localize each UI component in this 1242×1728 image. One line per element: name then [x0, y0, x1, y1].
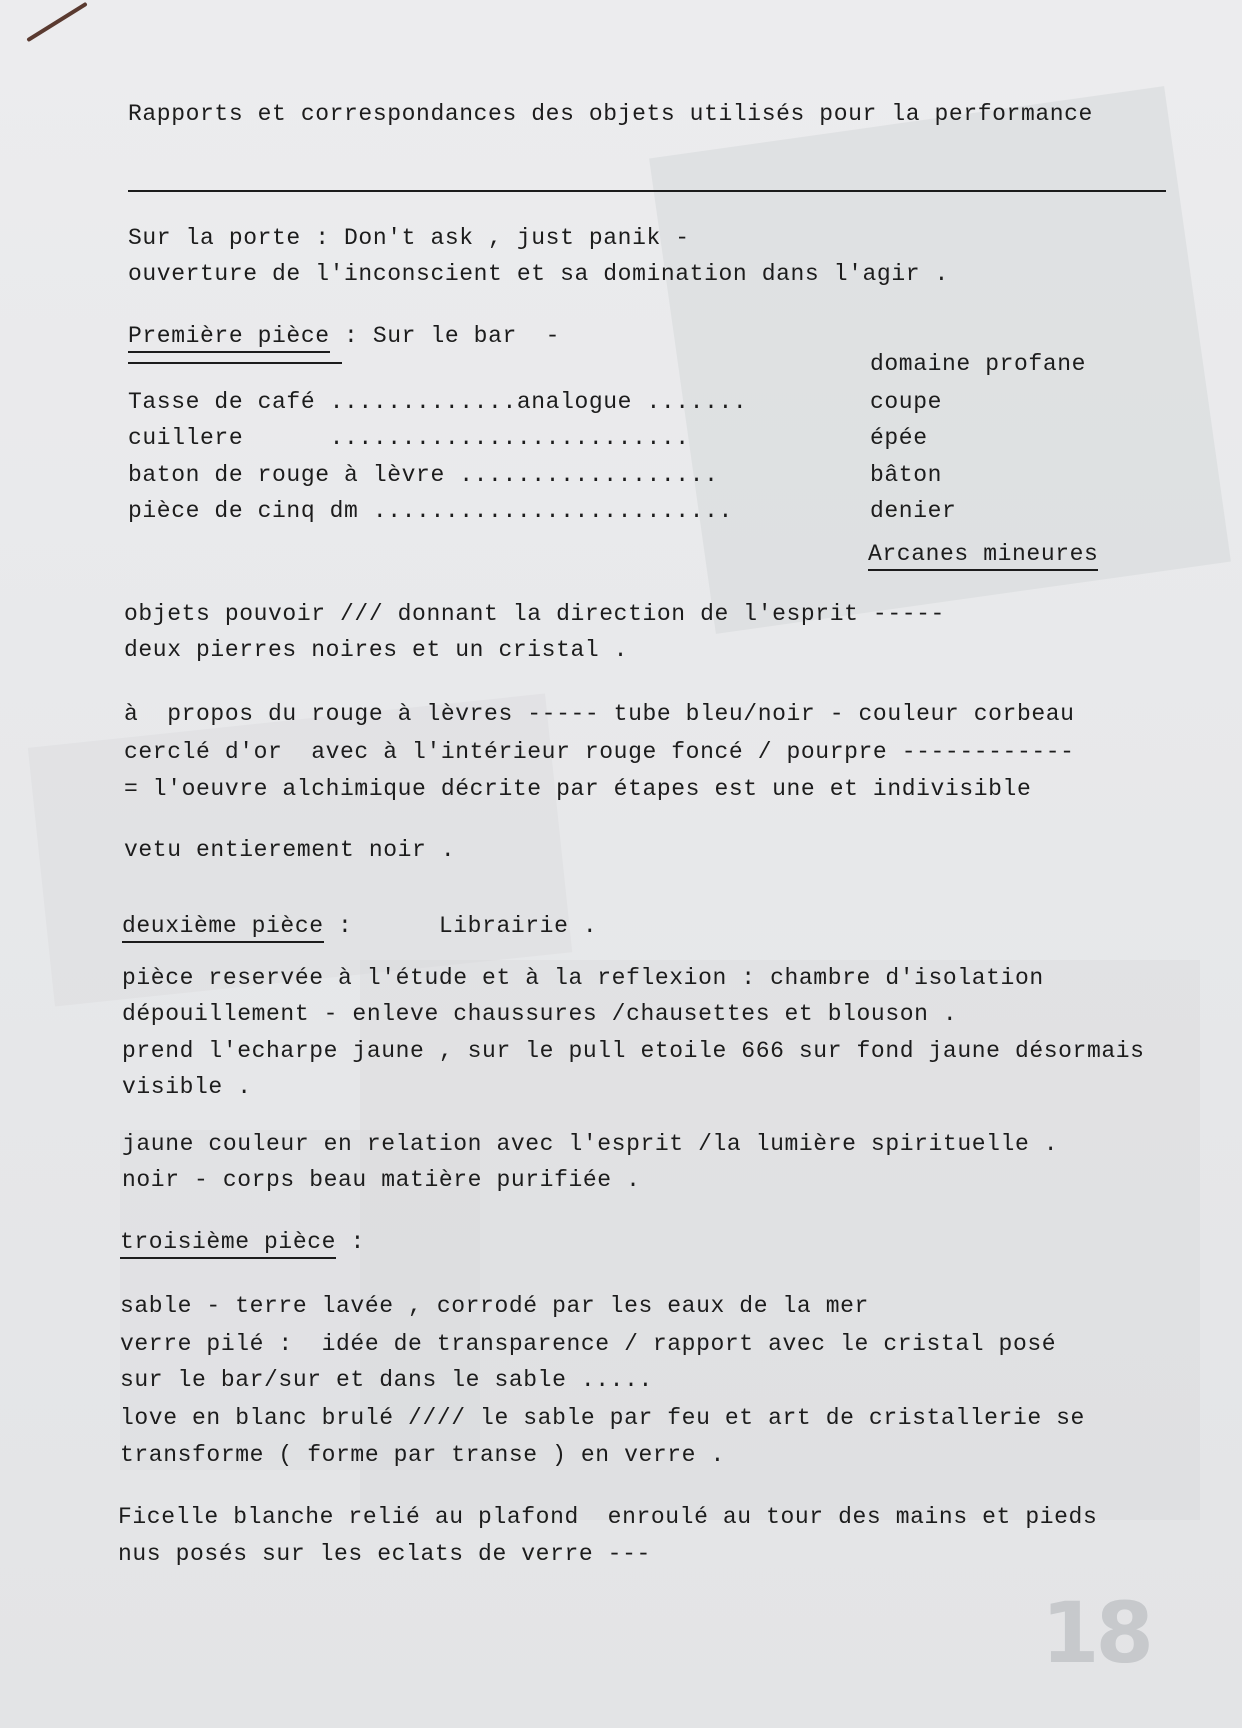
third-room-line-4: love en blanc brulé //// le sable par feu et art de cristallerie se: [120, 1405, 1085, 1431]
second-room-heading-line: [122, 912, 597, 940]
third-room-line-5: transforme ( forme par transe ) en verre .: [120, 1442, 725, 1468]
door-line-2: ouverture de l'inconscient et sa domination dans l'agir .: [128, 261, 949, 287]
table-row-right: épée: [870, 425, 928, 451]
second-room-line-1: pièce reservée à l'étude et à la reflexion : chambre d'isolation: [122, 965, 1044, 991]
ficelle-line-1: Ficelle blanche relié au plafond enroulé au tour des mains et pieds: [118, 1504, 1098, 1530]
second-room-line-2: dépouillement - enleve chaussures /chausettes et blouson .: [122, 1001, 958, 1027]
second-room-line-4: visible .: [122, 1074, 252, 1100]
first-room-heading-line: [128, 322, 560, 350]
third-room-line-2: verre pilé : idée de transparence / rapport avec le cristal posé: [120, 1331, 1057, 1357]
table-row-right: denier: [870, 498, 957, 524]
right-column-footer: Arcanes mineures: [868, 541, 1098, 571]
first-room-underline: [128, 362, 342, 364]
second-room-line-5: jaune couleur en relation avec l'esprit /la lumière spirituelle .: [122, 1131, 1059, 1157]
third-room-heading-line: [120, 1228, 365, 1256]
lipstick-line-3: = l'oeuvre alchimique décrite par étapes est une et indivisible: [124, 776, 1032, 802]
right-column-footer-line: [868, 540, 1098, 568]
table-row-left: pièce de cinq dm .........................: [128, 498, 733, 524]
lipstick-line-2: cerclé d'or avec à l'intérieur rouge foncé / pourpre ------------: [124, 739, 1075, 765]
title-divider: [128, 190, 1166, 192]
third-room-heading: troisième pièce: [120, 1229, 336, 1259]
objects-line-2: deux pierres noires et un cristal .: [124, 637, 629, 663]
second-room-line-3: prend l'echarpe jaune , sur le pull etoile 666 sur fond jaune désormais: [122, 1038, 1145, 1064]
table-row-left: baton de rouge à lèvre ..................: [128, 462, 719, 488]
third-room-line-1: sable - terre lavée , corrodé par les eaux de la mer: [120, 1293, 869, 1319]
table-row-left: cuillere .........................: [128, 425, 690, 451]
lipstick-line-1: à propos du rouge à lèvres ----- tube bleu/noir - couleur corbeau: [124, 701, 1075, 727]
table-row-left: Tasse de café .............analogue .......: [128, 389, 748, 415]
dressed-line: vetu entierement noir .: [124, 837, 456, 863]
page-number: 18: [1041, 1584, 1150, 1682]
second-room-heading-rest: : Librairie .: [323, 913, 598, 939]
second-room-heading: deuxième pièce: [122, 913, 324, 943]
third-room-heading-rest: :: [336, 1229, 365, 1255]
table-row-right: coupe: [870, 389, 943, 415]
ficelle-line-2: nus posés sur les eclats de verre ---: [118, 1541, 651, 1567]
first-room-heading: Première pièce: [128, 323, 330, 353]
right-column-header: domaine profane: [870, 351, 1087, 377]
page-title: Rapports et correspondances des objets utilisés pour la performance: [128, 101, 1093, 127]
objects-line-1: objets pouvoir /// donnant la direction de l'esprit -----: [124, 601, 945, 627]
door-line-1: Sur la porte : Don't ask , just panik -: [128, 225, 690, 251]
table-row-right: bâton: [870, 462, 943, 488]
third-room-line-3: sur le bar/sur et dans le sable .....: [120, 1367, 653, 1393]
first-room-heading-rest: : Sur le bar -: [329, 323, 561, 349]
second-room-line-6: noir - corps beau matière purifiée .: [122, 1167, 641, 1193]
staple-mark: [26, 2, 87, 42]
